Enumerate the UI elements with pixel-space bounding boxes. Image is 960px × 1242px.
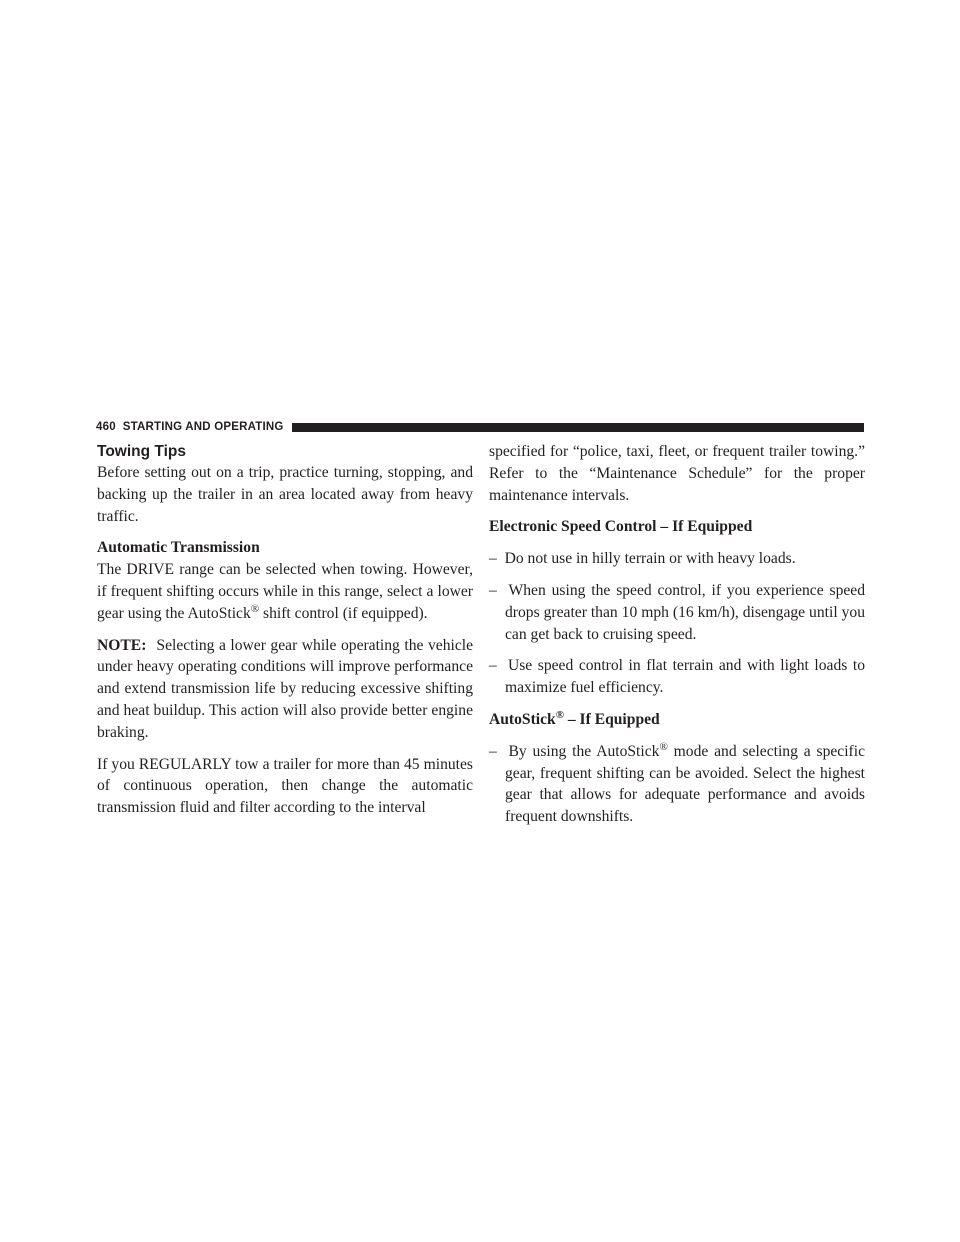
spacer	[489, 538, 865, 548]
spacer	[489, 699, 865, 709]
page-header	[96, 420, 864, 434]
registered-mark: ®	[659, 740, 668, 753]
list-item	[489, 741, 865, 828]
automatic-transmission-text-2: shift control (if equipped).	[259, 604, 428, 622]
subheading-automatic-transmission: Automatic Transmission	[97, 539, 260, 557]
list-item	[489, 548, 865, 570]
spacer	[489, 570, 865, 580]
spacer	[489, 645, 865, 655]
autostick-bullet-text-1: By using the AutoStick	[508, 742, 660, 760]
note-label: NOTE:	[97, 636, 147, 654]
automatic-transmission-text-1: The DRIVE range can be selected when towing. However, if frequent shifting occurs while in this range, select a lower gear using the AutoStick	[97, 561, 473, 622]
dash-bullet: –	[489, 581, 497, 599]
registered-mark: ®	[250, 602, 260, 615]
speed-bullet-1: Do not use in hilly terrain or with heavy loads.	[504, 550, 796, 568]
intro-paragraph: Before setting out on a trip, practice turning, stopping, and backing up the trailer in an area located away from heavy traffic.	[97, 464, 473, 525]
subheading-electronic-speed-control: Electronic Speed Control – If Equipped	[489, 518, 753, 536]
list-item	[489, 655, 865, 699]
note-text: Selecting a lower gear while operating the vehicle under heavy operating conditions will improve performance and extend transmission life by reducing excessive shifting and heat buildup. This action will also provide better engine braking.	[97, 636, 473, 741]
continued-paragraph: specified for “police, taxi, fleet, or frequent trailer towing.” Refer to the “Maintenance Schedule” for the proper maintenance intervals.	[489, 443, 865, 504]
subheading-autostick	[489, 709, 865, 731]
spacer	[489, 506, 865, 516]
left-column	[97, 441, 473, 819]
speed-bullet-3: Use speed control in flat terrain and with light loads to maximize fuel efficiency.	[505, 657, 865, 697]
autostick-heading-text-2: – If Equipped	[563, 710, 660, 728]
speed-bullet-2: When using the speed control, if you experience speed drops greater than 10 mph (16 km/h), disengage until you can get back to cruising speed.	[505, 581, 866, 643]
page-number: 460	[96, 421, 116, 433]
note-paragraph	[97, 635, 473, 744]
section-name: STARTING AND OPERATING	[122, 421, 284, 433]
spacer	[97, 625, 473, 635]
spacer	[489, 731, 865, 741]
regular-towing-paragraph: If you REGULARLY tow a trailer for more than 45 minutes of continuous operation, then change the automatic transmission fluid and filter according to the interval	[97, 755, 473, 817]
right-column	[489, 441, 865, 828]
automatic-transmission-paragraph	[97, 559, 473, 624]
spacer	[97, 527, 473, 537]
autostick-bullet-text-2: mode and selecting a specific gear, frequent shifting can be avoided. Select the highest gear that allows for adequate performance and avoids frequent downshifts.	[505, 742, 865, 826]
registered-mark: ®	[555, 708, 564, 721]
dash-bullet: –	[489, 742, 497, 760]
list-item	[489, 580, 865, 645]
dash-bullet: –	[489, 657, 497, 675]
spacer	[97, 744, 473, 754]
header-rule	[292, 423, 864, 432]
section-title-towing-tips: Towing Tips	[97, 443, 186, 460]
dash-bullet: –	[489, 550, 497, 568]
autostick-heading-text-1: AutoStick	[489, 710, 556, 728]
